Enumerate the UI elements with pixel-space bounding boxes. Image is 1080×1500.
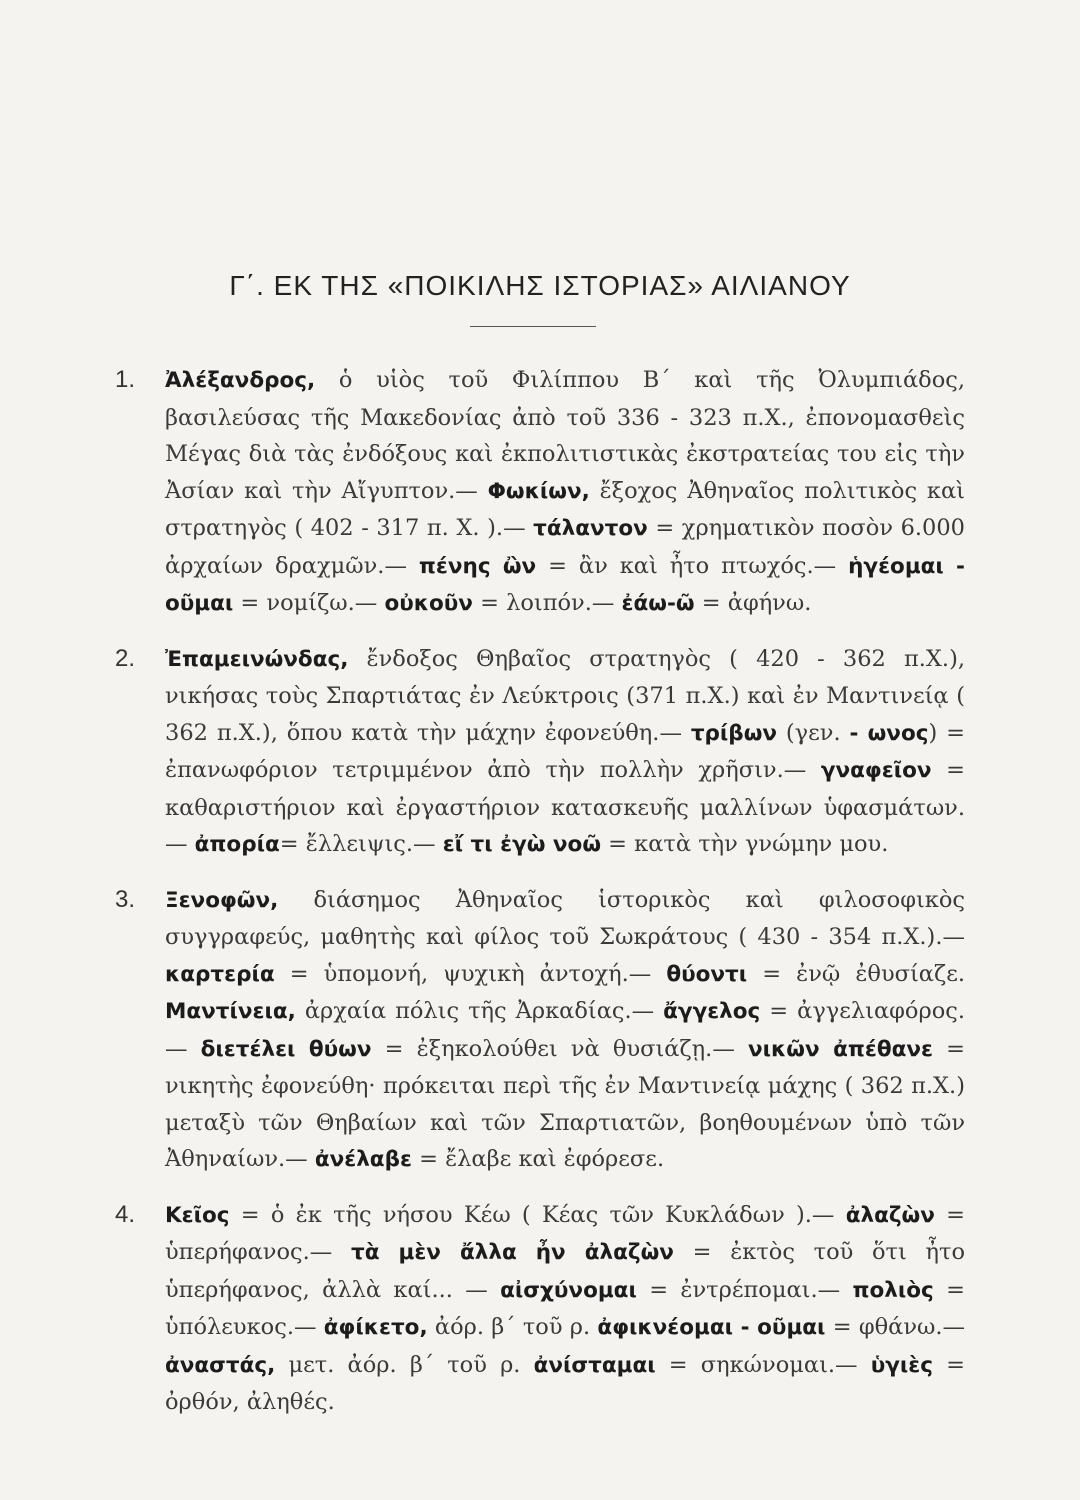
headword: Ἐπαμεινώνδας, xyxy=(165,646,349,672)
headword: Κεῖος xyxy=(165,1202,230,1228)
headword: Μαντίνεια, xyxy=(165,999,296,1024)
headword: Ἀλέξανδρος, xyxy=(165,368,316,393)
gloss-text: ὁ υἱὸς τοῦ Φιλίππου Β΄ καὶ τῆς Ὀλυμπιάδος, βασιλεύσας τῆς Μακεδονίας ἀπὸ τοῦ 336 - 323 π.Χ., ἐπονομασθεὶς Μέγας διὰ τὰς ἐνδόξους καὶ ἐκπολιτιστικὰς ἐκστρατείας του εἰς τὴν Ἀσίαν καὶ τὴν Αἴγυπτον.— xyxy=(165,367,965,504)
headword: ἀφικνέομαι - οῦμαι xyxy=(597,1315,826,1340)
gloss-text: = λοιπόν.— xyxy=(472,590,622,616)
headword: θύοντι xyxy=(666,961,748,987)
headword: ἀλαζὼν xyxy=(845,1202,935,1228)
headword: ὑγιὲς xyxy=(870,1352,933,1378)
entry-number: 4. xyxy=(115,1200,136,1228)
headword: νικῶν ἀπέθανε xyxy=(747,1036,933,1062)
gloss-text: = ὑπόλευκος.— xyxy=(165,1276,965,1340)
headword: καρτερία xyxy=(165,961,275,987)
gloss-text: = καθαριστήριον καὶ ἐργαστήριον κατασκευῆς μαλλίνων ὑφασμάτων.— xyxy=(165,757,965,857)
entry-number: 3. xyxy=(115,885,136,913)
headword: πολιὸς xyxy=(852,1277,934,1303)
headword: ἀνίσταμαι xyxy=(533,1352,656,1378)
glossary-list xyxy=(115,362,965,1439)
entry-2 xyxy=(115,641,965,864)
entry-1 xyxy=(115,362,965,623)
gloss-text: = ἀγγελιαφόρος.— xyxy=(165,998,965,1062)
headword: ἡγέομαι - οῦμαι xyxy=(165,553,965,616)
headword: τάλαντον xyxy=(533,516,648,541)
headword: ἄγγελος xyxy=(663,999,761,1024)
headword: πένης ὢν xyxy=(418,553,537,579)
headword: γναφεῖον xyxy=(820,758,932,783)
gloss-text: ἀρχαία πόλις τῆς Ἀρκαδίας.— xyxy=(295,998,664,1024)
gloss-text: μετ. ἀόρ. β΄ τοῦ ρ. xyxy=(275,1351,534,1378)
headword: ἀναστάς, xyxy=(165,1352,276,1378)
gloss-text: = ὑπερήφανος.— xyxy=(165,1201,965,1265)
headword: ἐάω-ῶ xyxy=(621,591,695,616)
gloss-text: ἀόρ. β΄ τοῦ ρ. xyxy=(427,1314,598,1340)
gloss-text: = ἔλαβε καὶ ἐφόρεσε. xyxy=(411,1146,665,1172)
title-rule xyxy=(470,326,596,327)
gloss-text: = ἔλλειψις.— xyxy=(279,831,443,857)
gloss-text: = φθάνω.— xyxy=(825,1314,965,1340)
entry-text xyxy=(165,882,965,1179)
entry-number: 2. xyxy=(115,644,136,672)
entry-text xyxy=(165,1197,965,1421)
headword: ἀφίκετο, xyxy=(323,1315,428,1340)
gloss-text: = χρηματικὸν ποσὸν 6.000 ἀρχαίων δραχμῶν.— xyxy=(165,515,966,579)
gloss-text: = ἐντρέπομαι.— xyxy=(636,1276,853,1303)
gloss-text: = ὁ ἐκ τῆς νήσου Κέω ( Κέας τῶν Κυκλάδων ).— xyxy=(229,1201,846,1228)
gloss-text: = ἀφήνω. xyxy=(694,590,812,616)
gloss-text: = ἐνῷ ἐθυσίαζε. xyxy=(747,960,966,987)
gloss-text: ) = ἐπανωφόριον τετριμμένον ἀπὸ τὴν πολλὴν χρῆσιν.— xyxy=(165,719,965,783)
gloss-text: = ἐκτὸς τοῦ ὅτι ἦτο ὑπερήφανος, ἀλλὰ καί... — xyxy=(165,1239,966,1303)
gloss-text: = ὑπομονή, ψυχικὴ ἀντοχή.— xyxy=(274,960,667,987)
headword: εἴ τι ἐγὼ νοῶ xyxy=(442,832,602,857)
gloss-text: = ἐξηκολούθει νὰ θυσιάζῃ.— xyxy=(371,1035,748,1062)
headword: τὰ μὲν ἄλλα ἦν ἀλαζὼν xyxy=(350,1240,674,1265)
entry-text xyxy=(165,362,965,623)
gloss-text: ἔξοχος Ἀθηναῖος πολιτικὸς καὶ στρατηγὸς ( 402 - 317 π. Χ. ).— xyxy=(165,477,965,541)
page-title: Γ΄. ΕΚ ΤΗΣ «ΠΟΙΚΙΛΗΣ ΙΣΤΟΡΙΑΣ» ΑΙΛΙΑΝΟΥ xyxy=(229,270,851,301)
gloss-text: (γεν. xyxy=(777,719,850,746)
entry-number: 1. xyxy=(115,366,136,393)
gloss-text: = νομίζω.— xyxy=(233,590,385,616)
headword: τρίβων xyxy=(690,720,778,746)
entry-text xyxy=(165,641,965,864)
gloss-text: = ὀρθόν, ἀληθές. xyxy=(165,1351,965,1415)
entry-3 xyxy=(115,882,965,1179)
headword: ἀνέλαβε xyxy=(314,1147,412,1172)
headword: οὐκοῦν xyxy=(384,591,473,616)
gloss-text: ἔνδοξος Θηβαῖος στρατηγὸς ( 420 - 362 π.Χ.), νικήσας τοὺς Σπαρτιάτας ἐν Λεύκτροις (371 π.Χ.) καὶ ἐν Μαντινείᾳ ( 362 π.Χ.), ὅπου κατὰ τὴν μάχην ἐφονεύθη.— xyxy=(165,645,965,746)
headword: ἀπορία xyxy=(194,832,280,857)
gloss-text: = νικητὴς ἐφονεύθη· πρόκειται περὶ τῆς ἐν Μαντινείᾳ μάχης ( 362 π.Χ.) μεταξὺ τῶν Θηβαίων καὶ τῶν Σπαρτιατῶν, βοηθουμένων ὑπὸ τῶν Ἀθηναίων.— xyxy=(165,1035,965,1172)
headword: αἰσχύνομαι xyxy=(500,1277,637,1303)
headword: Ξενοφῶν, xyxy=(165,887,279,913)
headword: - ωνος xyxy=(849,720,929,746)
gloss-text: = σηκώνομαι.— xyxy=(655,1351,871,1378)
gloss-text: διάσημος Ἀθηναῖος ἱστορικὸς καὶ φιλοσοφικὸς συγγραφεύς, μαθητὴς καὶ φίλος τοῦ Σωκράτους ( 430 - 354 π.Χ.).— xyxy=(165,886,965,950)
headword: διετέλει θύων xyxy=(200,1036,372,1062)
gloss-text: = κατὰ τὴν γνώμην μου. xyxy=(601,831,889,857)
gloss-text: = ἂν καὶ ἦτο πτωχός.— xyxy=(536,552,849,579)
headword: Φωκίων, xyxy=(487,478,590,504)
entry-4 xyxy=(115,1197,965,1421)
